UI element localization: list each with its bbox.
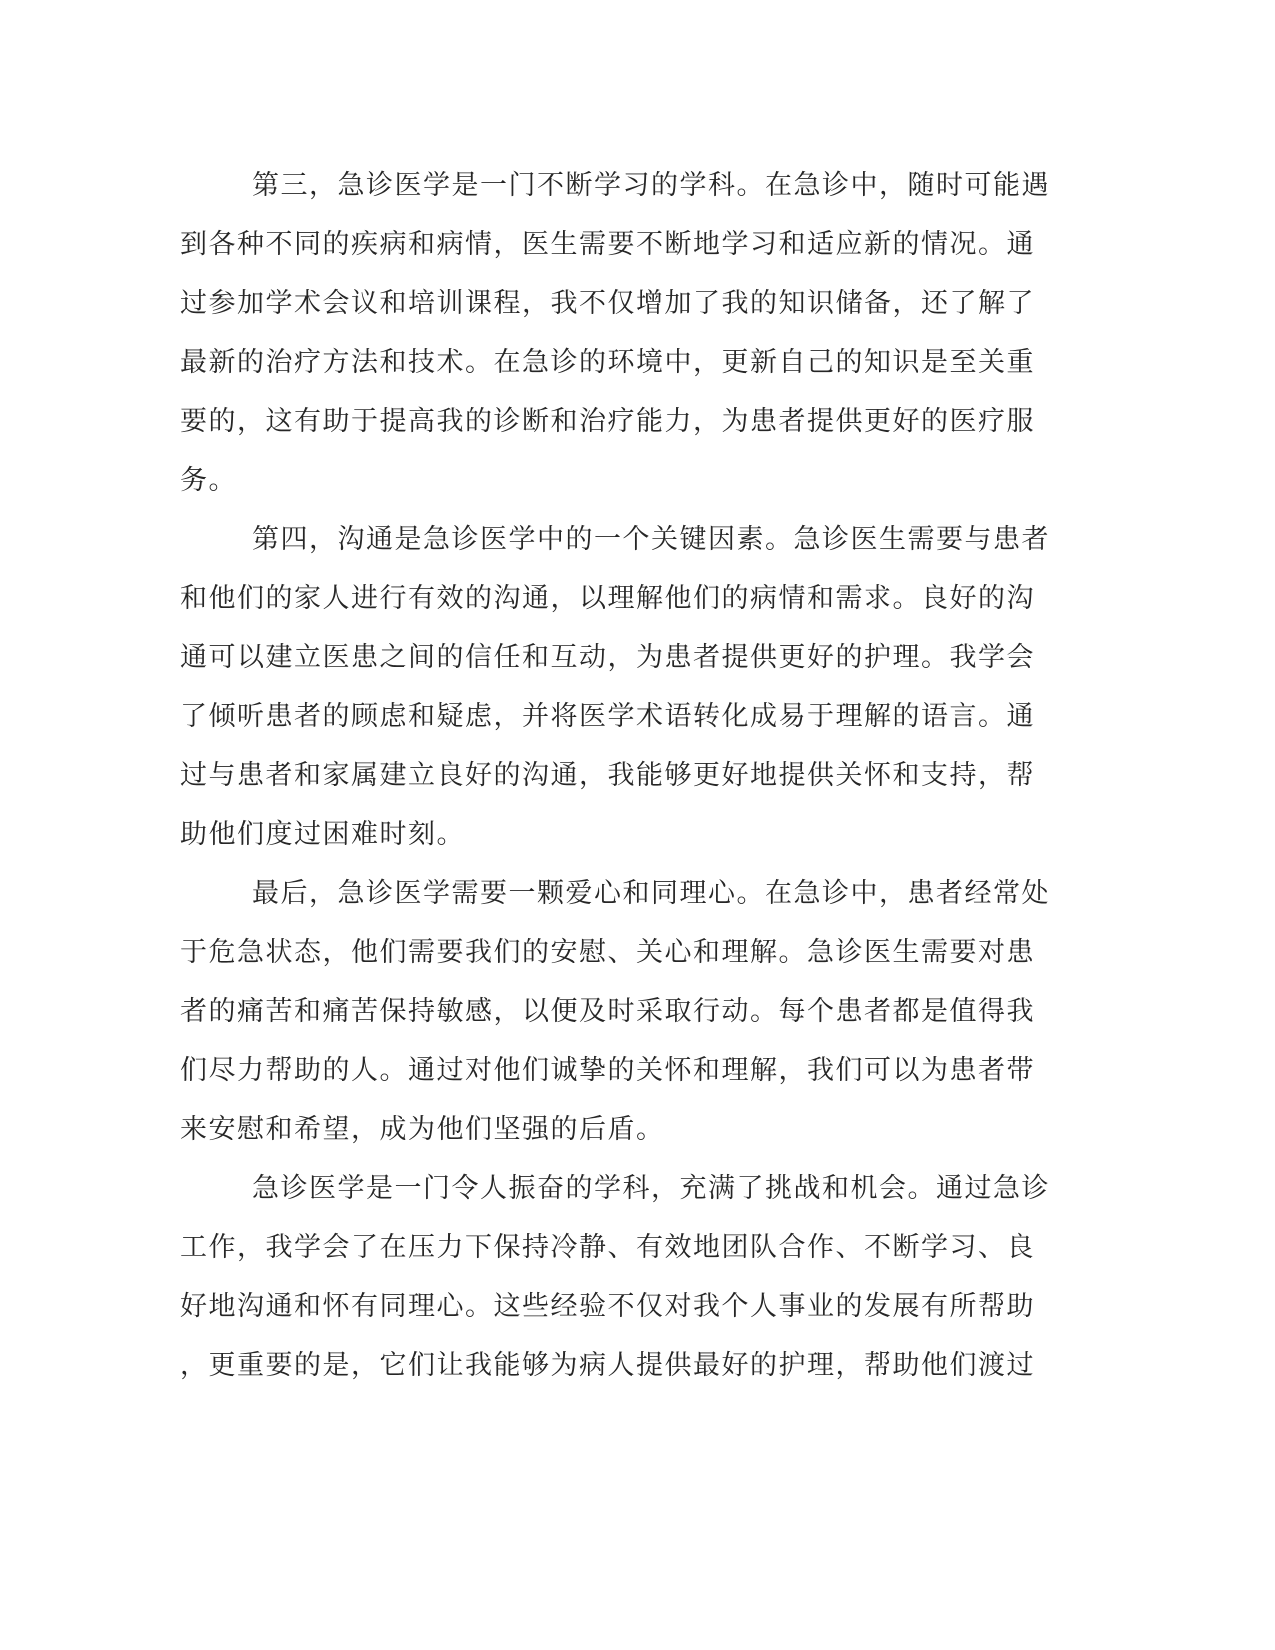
text-line: 过与患者和家属建立良好的沟通，我能够更好地提供关怀和支持，帮 xyxy=(180,760,1035,791)
paragraph-conclusion xyxy=(180,1159,1050,1395)
text-line: 第四，沟通是急诊医学中的一个关键因素。急诊医生需要与患者 xyxy=(252,524,1050,555)
text-line: 要的，这有助于提高我的诊断和治疗能力，为患者提供更好的医疗服 xyxy=(180,406,1035,437)
document-body xyxy=(180,156,1050,1395)
text-line: 和他们的家人进行有效的沟通，以理解他们的病情和需求。良好的沟 xyxy=(180,583,1035,614)
text-line: 了倾听患者的顾虑和疑虑，并将医学术语转化成易于理解的语言。通 xyxy=(180,701,1035,732)
text-line: 于危急状态，他们需要我们的安慰、关心和理解。急诊医生需要对患 xyxy=(180,937,1035,968)
paragraph-fourth-point xyxy=(180,510,1050,864)
text-line: 过参加学术会议和培训课程，我不仅增加了我的知识储备，还了解了 xyxy=(180,288,1035,319)
text-line: 来安慰和希望，成为他们坚强的后盾。 xyxy=(180,1114,665,1145)
text-line: 工作，我学会了在压力下保持冷静、有效地团队合作、不断学习、良 xyxy=(180,1232,1035,1263)
text-line: 们尽力帮助的人。通过对他们诚挚的关怀和理解，我们可以为患者带 xyxy=(180,1055,1035,1086)
text-line: 助他们度过困难时刻。 xyxy=(180,819,465,850)
text-line: ，更重要的是，它们让我能够为病人提供最好的护理，帮助他们渡过 xyxy=(180,1350,1035,1381)
text-line: 最新的治疗方法和技术。在急诊的环境中，更新自己的知识是至关重 xyxy=(180,347,1035,378)
text-line: 最后，急诊医学需要一颗爱心和同理心。在急诊中，患者经常处 xyxy=(252,878,1050,909)
text-line: 到各种不同的疾病和病情，医生需要不断地学习和适应新的情况。通 xyxy=(180,229,1035,260)
text-line: 急诊医学是一门令人振奋的学科，充满了挑战和机会。通过急诊 xyxy=(252,1173,1050,1204)
text-line: 者的痛苦和痛苦保持敏感，以便及时采取行动。每个患者都是值得我 xyxy=(180,996,1035,1027)
text-line: 务。 xyxy=(180,465,237,496)
text-line: 通可以建立医患之间的信任和互动，为患者提供更好的护理。我学会 xyxy=(180,642,1035,673)
paragraph-final-point xyxy=(180,864,1050,1159)
paragraph-third-point xyxy=(180,156,1050,510)
text-line: 好地沟通和怀有同理心。这些经验不仅对我个人事业的发展有所帮助 xyxy=(180,1291,1035,1322)
text-line: 第三，急诊医学是一门不断学习的学科。在急诊中，随时可能遇 xyxy=(252,170,1050,201)
